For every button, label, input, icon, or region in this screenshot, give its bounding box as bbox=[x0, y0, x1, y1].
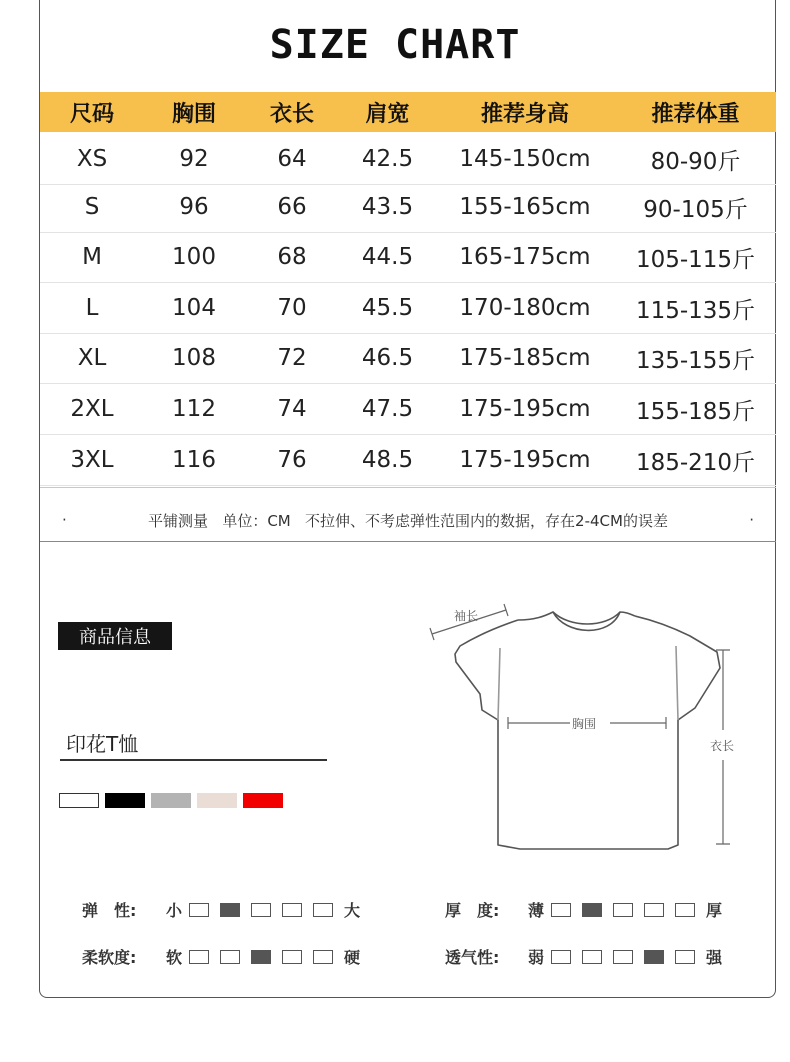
table-row bbox=[40, 182, 776, 233]
elasticity-label: 弹 性: bbox=[82, 901, 137, 920]
scale-low-label: 软 bbox=[166, 948, 183, 967]
chest-cell: 116 bbox=[172, 447, 216, 473]
header-weight: 推荐体重 bbox=[651, 101, 740, 127]
size-cell: S bbox=[84, 194, 100, 220]
scale-high-label: 厚 bbox=[706, 901, 723, 920]
shoulder-cell: 47.5 bbox=[361, 396, 414, 422]
table-row bbox=[40, 333, 776, 384]
color-swatch[interactable] bbox=[151, 793, 191, 808]
scale-low-label: 薄 bbox=[528, 901, 545, 920]
table-row bbox=[40, 435, 776, 486]
note-bullet-right: · bbox=[749, 511, 754, 529]
weight-cell: 135-155斤 bbox=[635, 347, 756, 374]
length-cell: 72 bbox=[277, 345, 307, 371]
length-label: 衣长 bbox=[710, 739, 735, 753]
shoulder-cell: 43.5 bbox=[361, 194, 414, 220]
scale-box bbox=[282, 950, 302, 964]
scale-box bbox=[644, 950, 664, 964]
thickness-scale bbox=[528, 898, 722, 921]
scale-box bbox=[313, 950, 333, 964]
scale-box bbox=[189, 950, 209, 964]
height-cell: 175-195cm bbox=[459, 396, 591, 422]
scale-box bbox=[675, 903, 695, 917]
weight-cell: 105-115斤 bbox=[635, 246, 756, 273]
scale-box bbox=[582, 903, 602, 917]
table-row bbox=[40, 283, 776, 334]
chest-cell: 92 bbox=[179, 146, 209, 172]
shoulder-cell: 46.5 bbox=[361, 345, 414, 371]
tshirt-right-seam bbox=[676, 646, 678, 720]
scale-box bbox=[551, 903, 571, 917]
note-text: 平铺测量 单位：CM 不拉伸、不考虑弹性范围内的数据，存在2-4CM的误差 bbox=[148, 511, 668, 530]
product-name: 印花T恤 bbox=[66, 732, 139, 756]
length-cell: 64 bbox=[277, 146, 307, 172]
scale-low-label: 弱 bbox=[528, 948, 545, 967]
breathability-scale bbox=[528, 945, 722, 968]
scale-box bbox=[644, 903, 664, 917]
shoulder-cell: 48.5 bbox=[361, 447, 414, 473]
note-divider-top bbox=[40, 487, 776, 488]
scale-box bbox=[220, 950, 240, 964]
length-cell: 76 bbox=[277, 447, 307, 473]
size-cell: 2XL bbox=[70, 396, 114, 422]
scale-box bbox=[251, 903, 271, 917]
shoulder-cell: 42.5 bbox=[361, 146, 414, 172]
product-info-badge: 商品信息 bbox=[58, 622, 172, 650]
scale-box bbox=[282, 903, 302, 917]
height-cell: 145-150cm bbox=[459, 146, 591, 172]
length-cell: 74 bbox=[277, 396, 307, 422]
softness-label: 柔软度: bbox=[82, 948, 137, 967]
height-cell: 165-175cm bbox=[459, 244, 591, 270]
scale-box bbox=[220, 903, 240, 917]
thickness-label: 厚 度: bbox=[445, 901, 500, 920]
chest-cell: 96 bbox=[179, 194, 209, 220]
note-divider-bottom bbox=[40, 541, 776, 542]
size-cell: L bbox=[85, 295, 99, 321]
scale-box bbox=[251, 950, 271, 964]
weight-cell: 155-185斤 bbox=[635, 398, 756, 425]
scale-high-label: 大 bbox=[344, 901, 361, 920]
chest-label: 胸围 bbox=[572, 717, 597, 731]
scale-low-label: 小 bbox=[166, 901, 183, 920]
color-swatch[interactable] bbox=[59, 793, 99, 808]
color-swatch[interactable] bbox=[243, 793, 283, 808]
chest-cell: 112 bbox=[172, 396, 216, 422]
sleeve-label: 袖长 bbox=[454, 609, 479, 623]
size-cell: XL bbox=[77, 345, 107, 371]
shoulder-cell: 44.5 bbox=[361, 244, 414, 270]
length-cell: 68 bbox=[277, 244, 307, 270]
height-cell: 175-185cm bbox=[459, 345, 591, 371]
product-name-underline bbox=[60, 759, 327, 761]
chest-cell: 100 bbox=[172, 244, 216, 270]
tshirt-diagram-icon bbox=[420, 590, 750, 860]
table-row bbox=[40, 134, 776, 185]
size-cell: 3XL bbox=[70, 447, 114, 473]
breathability-label: 透气性: bbox=[445, 948, 500, 967]
scale-box bbox=[675, 950, 695, 964]
header-length: 衣长 bbox=[269, 101, 314, 127]
table-row bbox=[40, 384, 776, 435]
scale-high-label: 硬 bbox=[344, 948, 361, 967]
table-row bbox=[40, 232, 776, 283]
scale-box bbox=[551, 950, 571, 964]
chest-cell: 104 bbox=[172, 295, 216, 321]
height-cell: 155-165cm bbox=[459, 194, 591, 220]
header-height: 推荐身高 bbox=[480, 101, 569, 127]
weight-cell: 80-90斤 bbox=[650, 148, 741, 175]
scale-box bbox=[613, 950, 633, 964]
scale-box bbox=[313, 903, 333, 917]
softness-scale bbox=[166, 945, 360, 968]
header-shoulder: 肩宽 bbox=[365, 101, 410, 127]
color-swatch[interactable] bbox=[105, 793, 145, 808]
note-bullet-left: · bbox=[62, 511, 67, 529]
height-cell: 170-180cm bbox=[459, 295, 591, 321]
chest-cell: 108 bbox=[172, 345, 216, 371]
scale-box bbox=[613, 903, 633, 917]
size-cell: M bbox=[82, 244, 102, 270]
header-chest: 胸围 bbox=[171, 101, 216, 127]
header-size: 尺码 bbox=[69, 101, 114, 127]
elasticity-scale bbox=[166, 898, 360, 921]
weight-cell: 90-105斤 bbox=[643, 196, 748, 223]
measurement-note bbox=[40, 504, 776, 536]
length-cell: 70 bbox=[277, 295, 307, 321]
size-table-header bbox=[40, 92, 776, 132]
shoulder-cell: 45.5 bbox=[361, 295, 414, 321]
scale-box bbox=[189, 903, 209, 917]
size-cell: XS bbox=[76, 146, 108, 172]
page-title: SIZE CHART bbox=[269, 22, 521, 68]
color-swatch[interactable] bbox=[197, 793, 237, 808]
scale-box bbox=[582, 950, 602, 964]
tshirt-left-seam bbox=[498, 648, 500, 720]
scale-high-label: 强 bbox=[706, 948, 723, 967]
weight-cell: 185-210斤 bbox=[635, 449, 756, 476]
tshirt-outline bbox=[455, 616, 720, 849]
weight-cell: 115-135斤 bbox=[635, 297, 756, 324]
height-cell: 175-195cm bbox=[459, 447, 591, 473]
length-cell: 66 bbox=[277, 194, 307, 220]
